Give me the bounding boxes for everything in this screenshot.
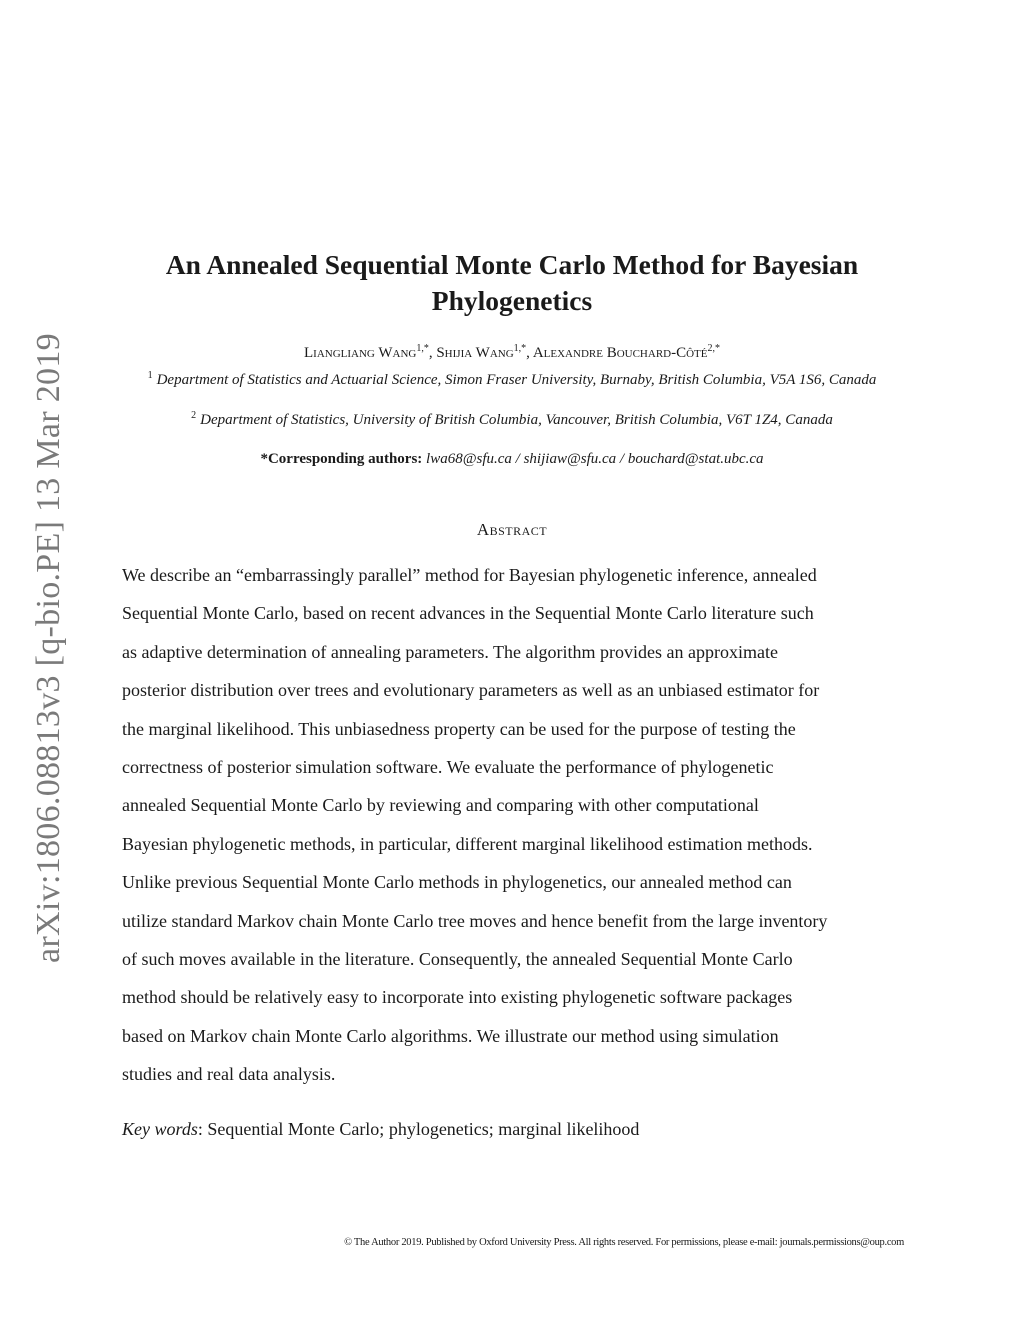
author-separator: , bbox=[526, 345, 533, 361]
keywords-text: : Sequential Monte Carlo; phylogenetics; marginal likelihood bbox=[197, 1119, 640, 1139]
abstract-line: of such moves available in the literature. Consequently, the annealed Sequential Monte Carlo bbox=[122, 949, 793, 970]
copyright-footer: © The Author 2019. Published by Oxford University Press. All rights reserved. For permissions, please e-mail: journals.permissions@oup.com bbox=[344, 1237, 904, 1248]
author-name: Liangliang Wang bbox=[304, 345, 417, 361]
author-name: Shijia Wang bbox=[436, 345, 514, 361]
title-line-2: Phylogenetics bbox=[431, 285, 593, 316]
author-affiliation-mark: 2,* bbox=[707, 343, 720, 354]
corresponding-emails: lwa68@sfu.ca / shijiaw@sfu.ca / bouchard@stat.ubc.ca bbox=[426, 451, 764, 467]
abstract-line: Sequential Monte Carlo, based on recent advances in the Sequential Monte Carlo literature such bbox=[122, 603, 814, 624]
author-list bbox=[120, 339, 904, 363]
abstract-line: utilize standard Markov chain Monte Carlo tree moves and hence benefit from the large inventory bbox=[122, 910, 828, 931]
affiliation-2 bbox=[120, 406, 904, 430]
abstract-line: as adaptive determination of annealing parameters. The algorithm provides an approximate bbox=[122, 641, 778, 662]
author-name: Alexandre Bouchard-Côté bbox=[532, 345, 708, 361]
abstract-line: Unlike previous Sequential Monte Carlo methods in phylogenetics, our annealed method can bbox=[122, 872, 792, 893]
affiliation-text: Department of Statistics and Actuarial Science, Simon Fraser University, Burnaby, British Columbia, V5A 1S6, Canada bbox=[156, 372, 877, 388]
abstract-line: method should be relatively easy to incorporate into existing phylogenetic software packages bbox=[122, 987, 793, 1008]
affiliation-text: Department of Statistics, University of British Columbia, Vancouver, British Columbia, V6T 1Z4, Canada bbox=[200, 412, 833, 428]
abstract-line: the marginal likelihood. This unbiasedness property can be used for the purpose of testing the bbox=[122, 718, 796, 739]
abstract-line: based on Markov chain Monte Carlo algorithms. We illustrate our method using simulation bbox=[122, 1025, 779, 1046]
author-affiliation-mark: 1,* bbox=[513, 343, 527, 354]
abstract-body bbox=[122, 556, 912, 1094]
corresponding-authors bbox=[120, 449, 904, 469]
author-separator: , bbox=[428, 345, 437, 361]
abstract-heading: Abstract bbox=[476, 520, 548, 539]
abstract-line: Bayesian phylogenetic methods, in particular, different marginal likelihood estimation methods. bbox=[122, 833, 813, 854]
keywords bbox=[122, 1117, 902, 1141]
title-line-1: An Annealed Sequential Monte Carlo Method for Bayesian bbox=[165, 249, 859, 280]
abstract-line: studies and real data analysis. bbox=[122, 1064, 336, 1085]
author-affiliation-mark: 1,* bbox=[416, 343, 429, 354]
abstract-line: We describe an “embarrassingly parallel” method for Bayesian phylogenetic inference, annealed bbox=[122, 565, 817, 585]
affiliation-number: 1 bbox=[147, 370, 153, 381]
keywords-label: Key words bbox=[122, 1119, 198, 1139]
affiliation-number: 2 bbox=[191, 410, 197, 421]
corresponding-label: *Corresponding authors: bbox=[260, 451, 423, 467]
abstract-line: posterior distribution over trees and evolutionary parameters as well as an unbiased estimator for bbox=[122, 680, 820, 701]
paper-title bbox=[120, 247, 904, 319]
abstract-line: annealed Sequential Monte Carlo by reviewing and comparing with other computational bbox=[122, 795, 759, 816]
abstract-line: correctness of posterior simulation software. We evaluate the performance of phylogenetic bbox=[122, 757, 774, 778]
arxiv-side-stamp: arXiv:1806.08813v3 [q-bio.PE] 13 Mar 2019 bbox=[30, 333, 67, 963]
affiliation-1 bbox=[120, 366, 904, 390]
